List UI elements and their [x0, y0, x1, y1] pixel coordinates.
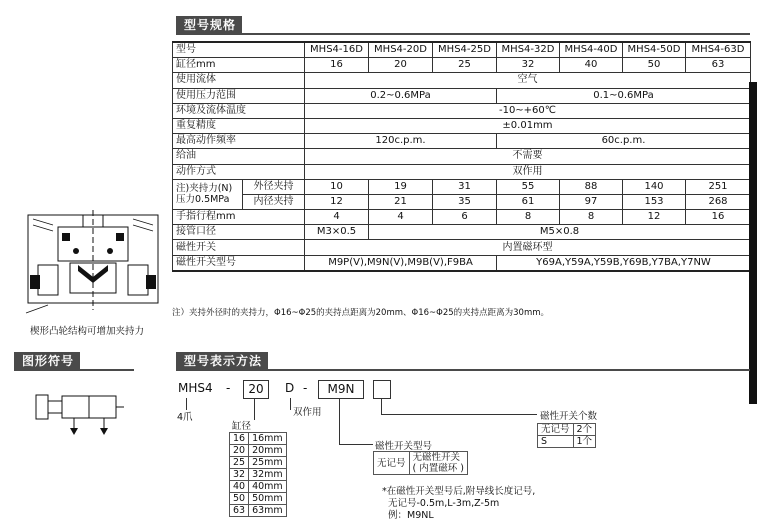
row-freq: 最高动作频率 120c.p.m. 60c.p.m. [173, 134, 751, 149]
switch-note-1: *在磁性开关型号后,附导线长度记号, [382, 486, 536, 497]
row-outer-force: 注)夹持力(N) 压力0.5MPa 外径夹持 10 19 31 55 88 140 251 [173, 179, 751, 194]
model-cell: MHS4-63D [686, 42, 751, 58]
row-switch-model: 磁性开关型号 M9P(V),M9N(V),M9B(V),F9BA Y69A,Y59A,Y59B,Y69B,Y7BA,Y7NW [173, 255, 751, 271]
symbol-section-rule [14, 369, 134, 371]
label-count-title: 磁性开关个数 [540, 411, 598, 422]
label-bore-title: 缸径 [232, 421, 252, 432]
switch-count-table: 无记号 2个 S 1个 [537, 423, 596, 448]
model-cell: MHS4-50D [623, 42, 686, 58]
force-label: 注)夹持力(N) 压力0.5MPa [173, 179, 243, 209]
row-stroke: 手指行程mm 4 4 6 8 8 12 16 [173, 210, 751, 225]
row-pressure: 使用压力范围 0.2~0.6MPa 0.1~0.6MPa [173, 88, 751, 103]
row-bore: 缸径mm 16 20 25 32 40 50 63 [173, 58, 751, 73]
model-cell: MHS4-40D [560, 42, 623, 58]
spec-table [172, 41, 751, 272]
code-count-box [373, 380, 391, 399]
code-dash-2: - [303, 381, 308, 395]
label-4claw: 4爪 [177, 412, 193, 423]
pneumatic-symbol [34, 390, 126, 440]
diagram-caption: 楔形凸轮结构可增加夹持力 [30, 326, 145, 337]
row-fluid: 使用流体 空气 [173, 73, 751, 88]
page-edge-bar [749, 82, 757, 404]
bore-table: 16 16mm 20 20mm 25 25mm 32 32mm 40 40mm 50 50mm 63 63mm [229, 432, 287, 517]
spec-note: 注）夹持外径时的夹持力，Φ16~Φ25的夹持点距离为20mm、Φ16~Φ25的夹持点距离为30mm。 [172, 308, 550, 318]
row-action: 动作方式 双作用 [173, 164, 751, 179]
spec-section-title: 型号规格 [176, 16, 242, 34]
model-cell: MHS4-16D [305, 42, 369, 58]
model-cell: MHS4-25D [433, 42, 497, 58]
row-temp: 环境及流体温度 -10~+60℃ [173, 103, 751, 118]
code-type: D [285, 381, 295, 395]
symbol-section-title: 图形符号 [14, 352, 80, 370]
label-switch-type-title: 磁性开关型号 [375, 441, 433, 452]
designation-section-title: 型号表示方法 [176, 352, 268, 370]
row-switch: 磁性开关 内置磁环型 [173, 240, 751, 255]
label-double-acting: 双作用 [293, 407, 322, 418]
row-lube: 给油 不需要 [173, 149, 751, 164]
model-cell: MHS4-32D [497, 42, 560, 58]
model-cell: MHS4-20D [369, 42, 433, 58]
code-dash-1: - [226, 381, 231, 395]
spec-section-rule [176, 33, 750, 35]
cross-section-drawing [18, 205, 168, 315]
designation-section-rule [176, 369, 750, 371]
switch-note-3: 例：M9NL [388, 510, 434, 521]
code-switch-box: M9N [318, 380, 364, 399]
switch-type-table: 无记号 无磁性开关 ( 内置磁环 ) [373, 451, 468, 475]
row-inner-force: 内径夹持 12 21 35 61 97 153 268 [173, 194, 751, 209]
switch-note-2: 无记号-0.5m,L-3m,Z-5m [388, 498, 500, 509]
code-prefix: MHS4 [178, 381, 213, 395]
row-model: 型号 MHS4-16D MHS4-20D MHS4-25D MHS4-32D MHS4-40D MHS4-50D MHS4-63D [173, 42, 751, 58]
row-repeat: 重复精度 ±0.01mm [173, 118, 751, 133]
code-bore-box: 20 [243, 380, 269, 399]
row-port: 接管口径 M3×0.5 M5×0.8 [173, 225, 751, 240]
